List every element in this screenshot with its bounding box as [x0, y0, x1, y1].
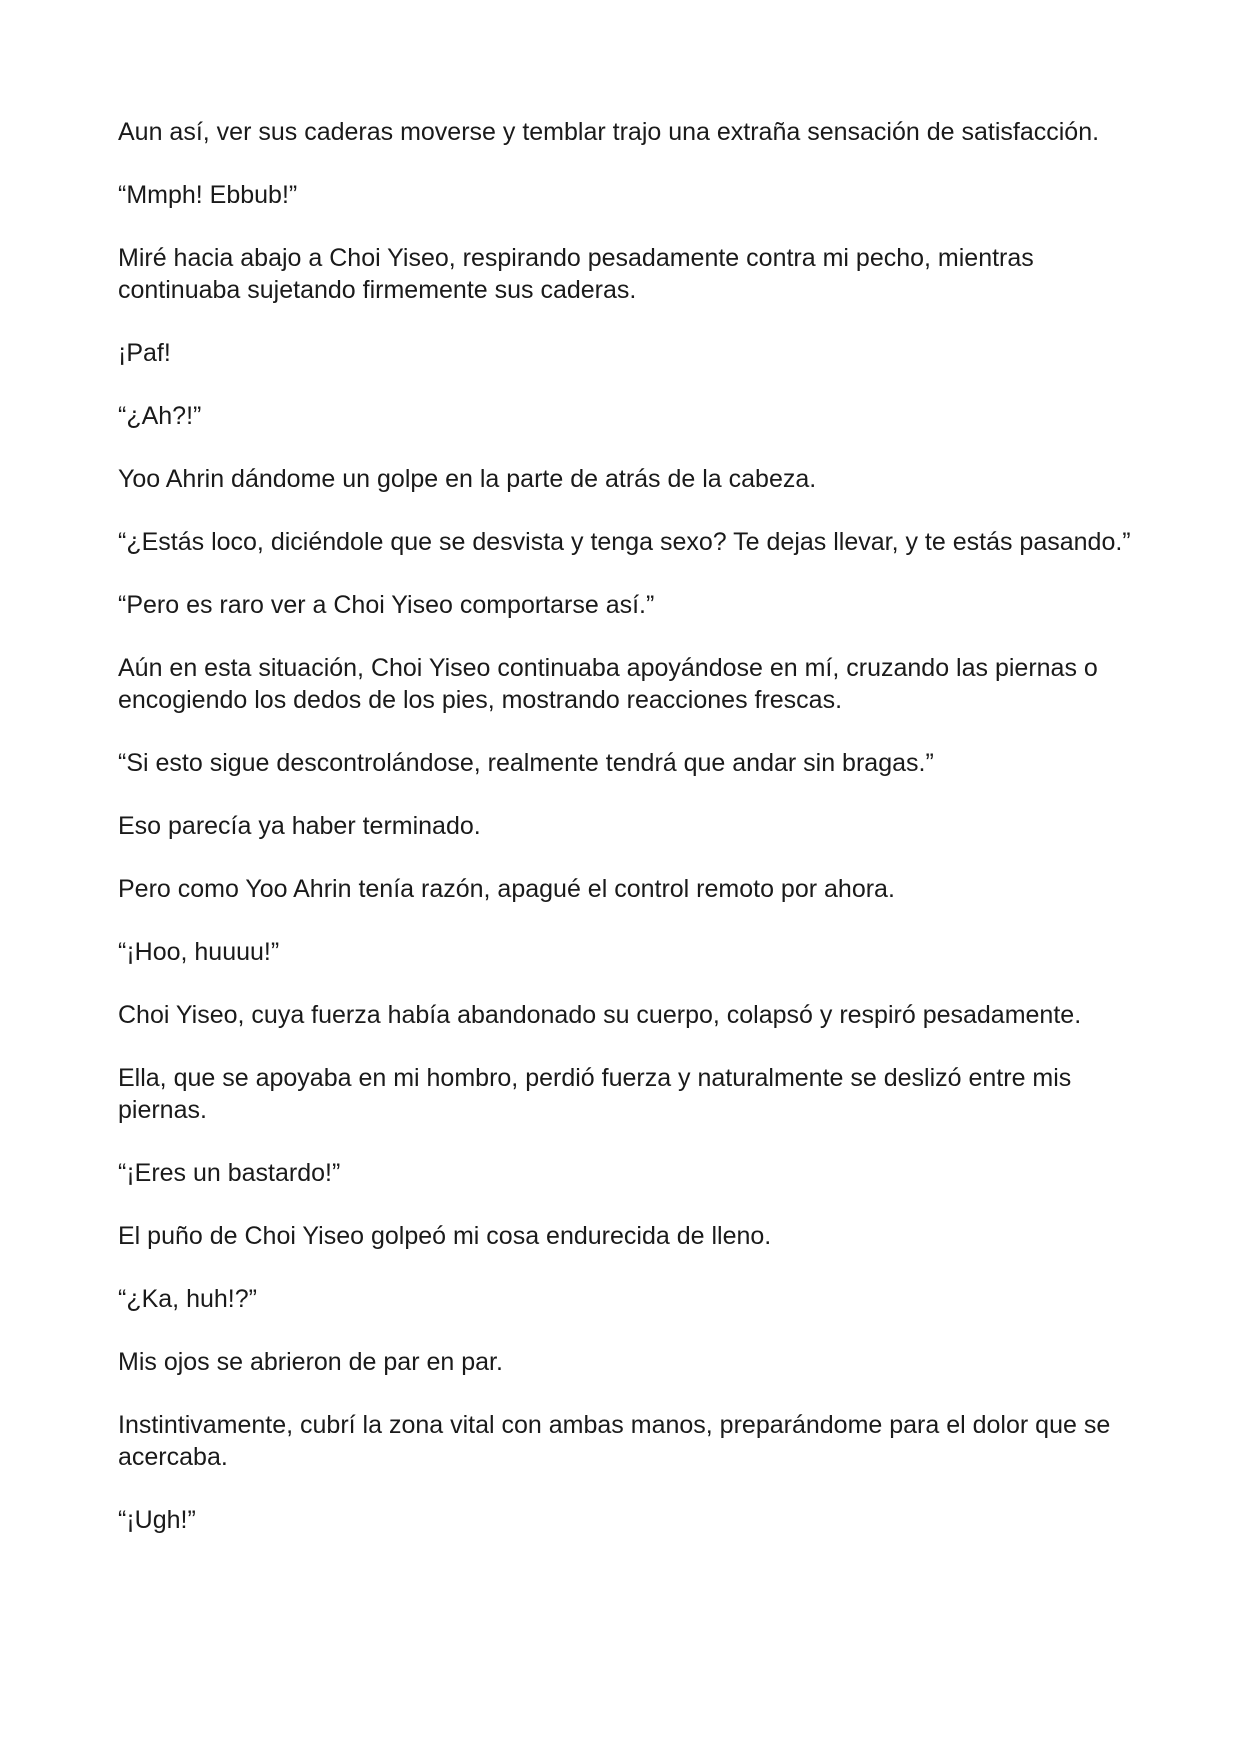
- text-body: [118, 116, 1138, 1567]
- paragraph: Miré hacia abajo a Choi Yiseo, respirando pesadamente contra mi pecho, mientras continuaba sujetando firmemente sus caderas.: [118, 244, 1034, 304]
- paragraph: ¡Paf!: [118, 339, 171, 367]
- paragraph: Yoo Ahrin dándome un golpe en la parte de atrás de la cabeza.: [118, 465, 817, 493]
- paragraph: Choi Yiseo, cuya fuerza había abandonado su cuerpo, colapsó y respiró pesadamente.: [118, 1001, 1082, 1029]
- paragraph: Eso parecía ya haber terminado.: [118, 812, 481, 840]
- paragraph: “Si esto sigue descontrolándose, realmente tendrá que andar sin bragas.”: [118, 749, 934, 777]
- paragraph: “¿Estás loco, diciéndole que se desvista y tenga sexo? Te dejas llevar, y te estás pasando.”: [118, 528, 1131, 556]
- paragraph: El puño de Choi Yiseo golpeó mi cosa endurecida de lleno.: [118, 1222, 772, 1250]
- paragraph: Mis ojos se abrieron de par en par.: [118, 1348, 503, 1376]
- paragraph: “¡Eres un bastardo!”: [118, 1159, 341, 1187]
- paragraph: Instintivamente, cubrí la zona vital con ambas manos, preparándome para el dolor que se acercaba.: [118, 1411, 1111, 1471]
- paragraph: Ella, que se apoyaba en mi hombro, perdió fuerza y naturalmente se deslizó entre mis piernas.: [118, 1064, 1072, 1124]
- paragraph: “Pero es raro ver a Choi Yiseo comportarse así.”: [118, 591, 655, 619]
- paragraph: “¡Ugh!”: [118, 1506, 196, 1534]
- paragraph: “Mmph! Ebbub!”: [118, 181, 298, 209]
- paragraph: “¿Ah?!”: [118, 402, 202, 430]
- paragraph: Aun así, ver sus caderas moverse y temblar trajo una extraña sensación de satisfacción.: [118, 118, 1100, 146]
- paragraph: Pero como Yoo Ahrin tenía razón, apagué el control remoto por ahora.: [118, 875, 895, 903]
- paragraph: “¿Ka, huh!?”: [118, 1285, 257, 1313]
- paragraph: “¡Hoo, huuuu!”: [118, 938, 280, 966]
- paragraph: Aún en esta situación, Choi Yiseo continuaba apoyándose en mí, cruzando las piernas o encogiendo los dedos de los pies, mostrando reacciones frescas.: [118, 654, 1098, 714]
